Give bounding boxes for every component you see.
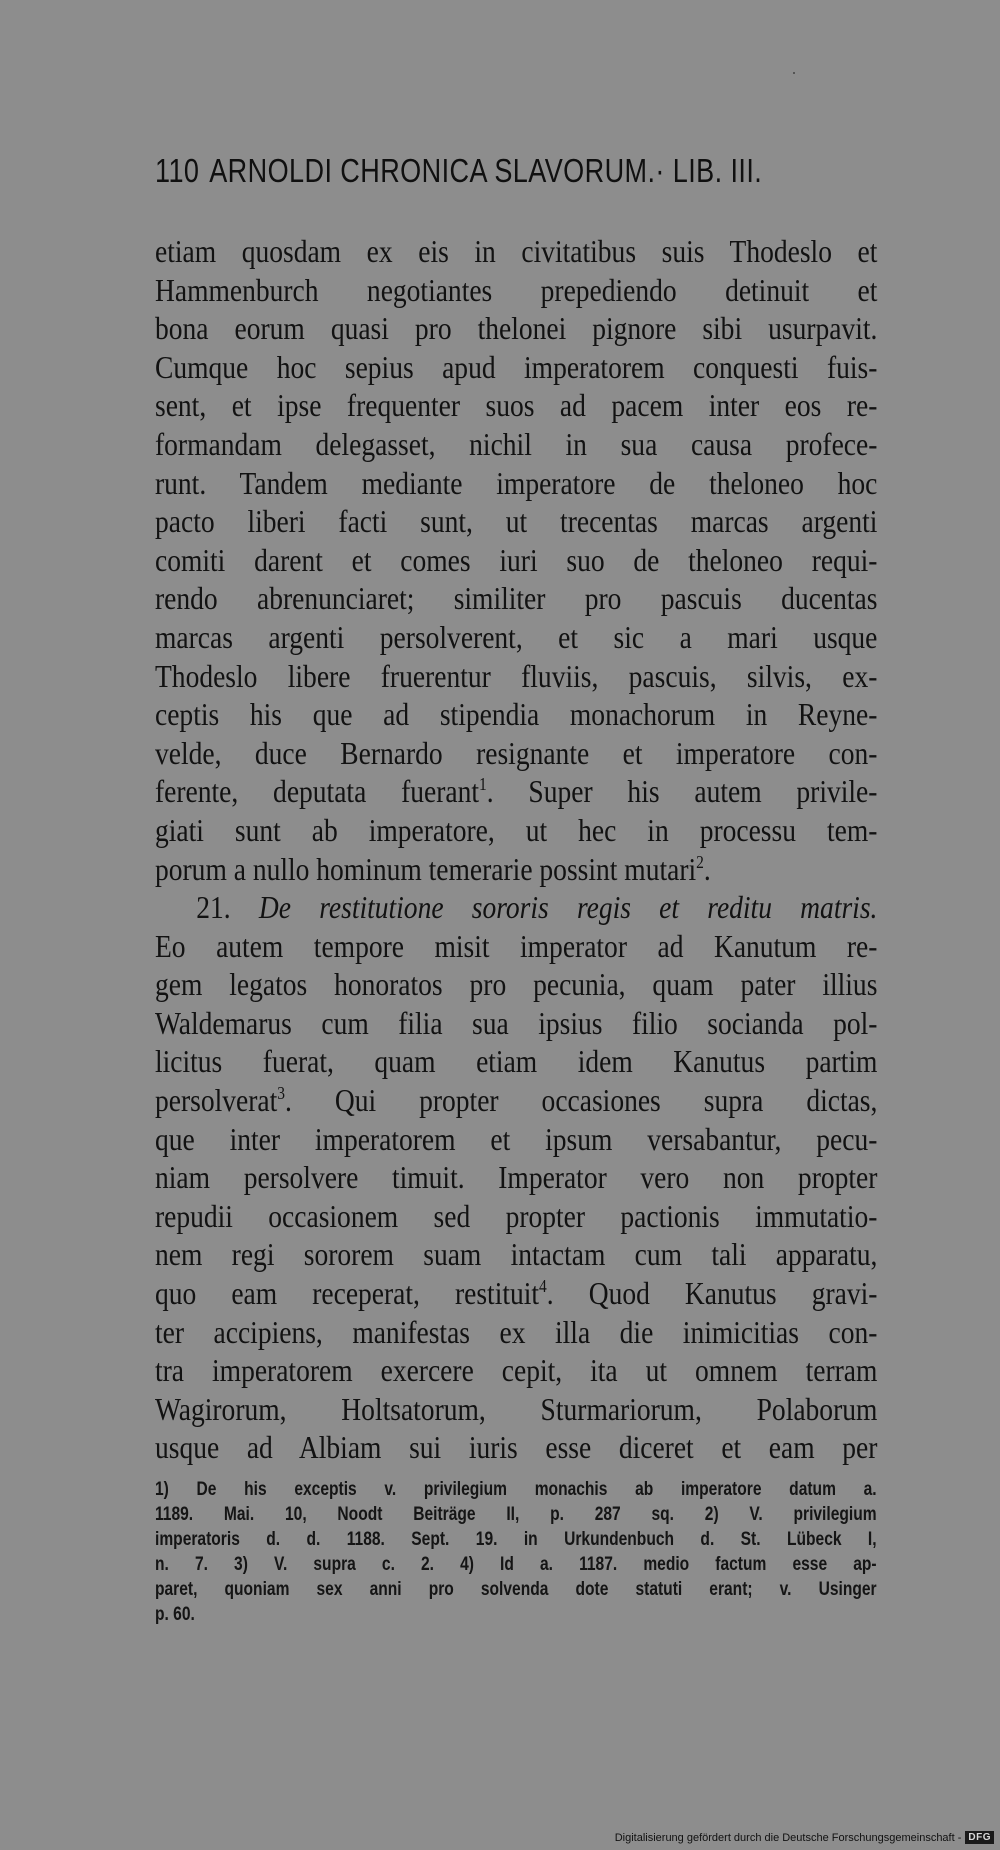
text-segment: ferente, deputata fuerant bbox=[155, 773, 480, 810]
text-line: bona eorum quasi pro thelonei pignore sibi usurpavit. bbox=[155, 310, 878, 347]
footnote-marker-4: 4 bbox=[539, 1276, 547, 1297]
text-segment: . Quod Kanutus gravi- bbox=[546, 1275, 878, 1312]
text-segment: persolverat bbox=[155, 1082, 278, 1119]
scan-speck bbox=[793, 72, 795, 74]
text-segment: . Super his autem privile- bbox=[486, 773, 878, 810]
text-line: nem regi sororem suam intactam cum tali apparatu, bbox=[155, 1236, 878, 1273]
footnote-marker-1: 1 bbox=[479, 774, 487, 795]
text-line: runt. Tandem mediante imperatore de theloneo hoc bbox=[155, 464, 878, 501]
text-line: tra imperatorem exercere cepit, ita ut omnem terram bbox=[155, 1352, 878, 1389]
text-line: licitus fuerat, quam etiam idem Kanutus partim bbox=[155, 1043, 878, 1080]
text-line: repudii occasionem sed propter pactionis immutatio- bbox=[155, 1197, 878, 1234]
footnote-marker-3: 3 bbox=[277, 1083, 285, 1104]
text-line: ceptis his que ad stipendia monachorum in Reyne- bbox=[155, 696, 878, 733]
text-line: rendo abrenunciaret; similiter pro pascuis ducentas bbox=[155, 580, 878, 617]
text-line bbox=[155, 772, 877, 811]
text-line bbox=[155, 850, 877, 889]
text-line: Wagirorum, Holtsatorum, Sturmariorum, Polaborum bbox=[155, 1390, 878, 1427]
footnotes bbox=[155, 1477, 877, 1627]
credit-text: Digitalisierung gefördert durch die Deutsche Forschungsgemeinschaft - bbox=[614, 1831, 962, 1844]
text-line bbox=[155, 1274, 877, 1313]
footnote-line: imperatoris d. d. 1188. Sept. 19. in Urkundenbuch d. St. Lübeck I, bbox=[155, 1529, 877, 1550]
footnote-line: n. 7. 3) V. supra c. 2. 4) Id a. 1187. medio factum esse ap- bbox=[155, 1554, 877, 1575]
text-segment: . Qui propter occasiones supra dictas, bbox=[284, 1082, 878, 1119]
text-line: niam persolvere timuit. Imperator vero non propter bbox=[155, 1159, 878, 1196]
page-number: 110 bbox=[155, 152, 200, 189]
text-line: Thodeslo libere fruerentur fluviis, pascuis, silvis, ex- bbox=[155, 657, 878, 694]
text-line: giati sunt ab imperatore, ut hec in processu tem- bbox=[155, 811, 878, 848]
footnote-line: paret, quoniam sex anni pro solvenda dote statuti erant; v. Usinger bbox=[155, 1579, 877, 1600]
running-head-title: ARNOLDI CHRONICA SLAVORUM.· LIB. III. bbox=[209, 152, 763, 189]
text-line: Cumque hoc sepius apud imperatorem conquesti fuis- bbox=[155, 348, 878, 385]
digitization-credit bbox=[615, 1831, 994, 1844]
section-heading bbox=[155, 888, 877, 927]
text-segment: quo eam receperat, restituit bbox=[155, 1275, 540, 1312]
text-segment: porum a nullo hominum temerarie possint mutari bbox=[155, 850, 697, 887]
footnote-marker-2: 2 bbox=[696, 851, 704, 872]
text-line: gem legatos honoratos pro pecunia, quam pater illius bbox=[155, 966, 878, 1003]
footnote-line: 1) De his exceptis v. privilegium monachis ab imperatore datum a. bbox=[155, 1479, 877, 1500]
footnote-line: 1189. Mai. 10, Noodt Beiträge II, p. 287 sq. 2) V. privilegium bbox=[155, 1504, 877, 1525]
text-line: que inter imperatorem et ipsum versabantur, pecu- bbox=[155, 1120, 878, 1157]
text-line: usque ad Albiam sui iuris esse diceret et eam per bbox=[155, 1429, 878, 1466]
text-segment: . bbox=[703, 850, 711, 887]
text-line: comiti darent et comes iuri suo de theloneo requi- bbox=[155, 541, 878, 578]
text-line bbox=[155, 1081, 877, 1120]
text-line: velde, duce Bernardo resignante et imperatore con- bbox=[155, 734, 878, 771]
text-line: pacto liberi facti sunt, ut trecentas marcas argenti bbox=[155, 503, 878, 540]
footnote-line: p. 60. bbox=[155, 1604, 195, 1625]
text-line: Eo autem tempore misit imperator ad Kanutum re- bbox=[155, 927, 878, 964]
section-title: De restitutione sororis regis et reditu matris. bbox=[258, 889, 878, 926]
text-line: Hammenburch negotiantes prepediendo detinuit et bbox=[155, 271, 878, 308]
text-line: ter accipiens, manifestas ex illa die inimicitias con- bbox=[155, 1313, 878, 1350]
body-text bbox=[155, 232, 877, 1467]
text-line: Waldemarus cum filia sua ipsius filio socianda pol- bbox=[155, 1004, 878, 1041]
running-head bbox=[155, 152, 763, 190]
text-line: sent, et ipse frequenter suos ad pacem inter eos re- bbox=[155, 387, 878, 424]
text-line: etiam quosdam ex eis in civitatibus suis Thodeslo et bbox=[155, 233, 878, 269]
text-line: formandam delegasset, nichil in sua causa profece- bbox=[155, 425, 878, 462]
section-number: 21. bbox=[196, 889, 231, 926]
text-line: marcas argenti persolverent, et sic a mari usque bbox=[155, 618, 878, 655]
dfg-logo: DFG bbox=[965, 1831, 994, 1844]
